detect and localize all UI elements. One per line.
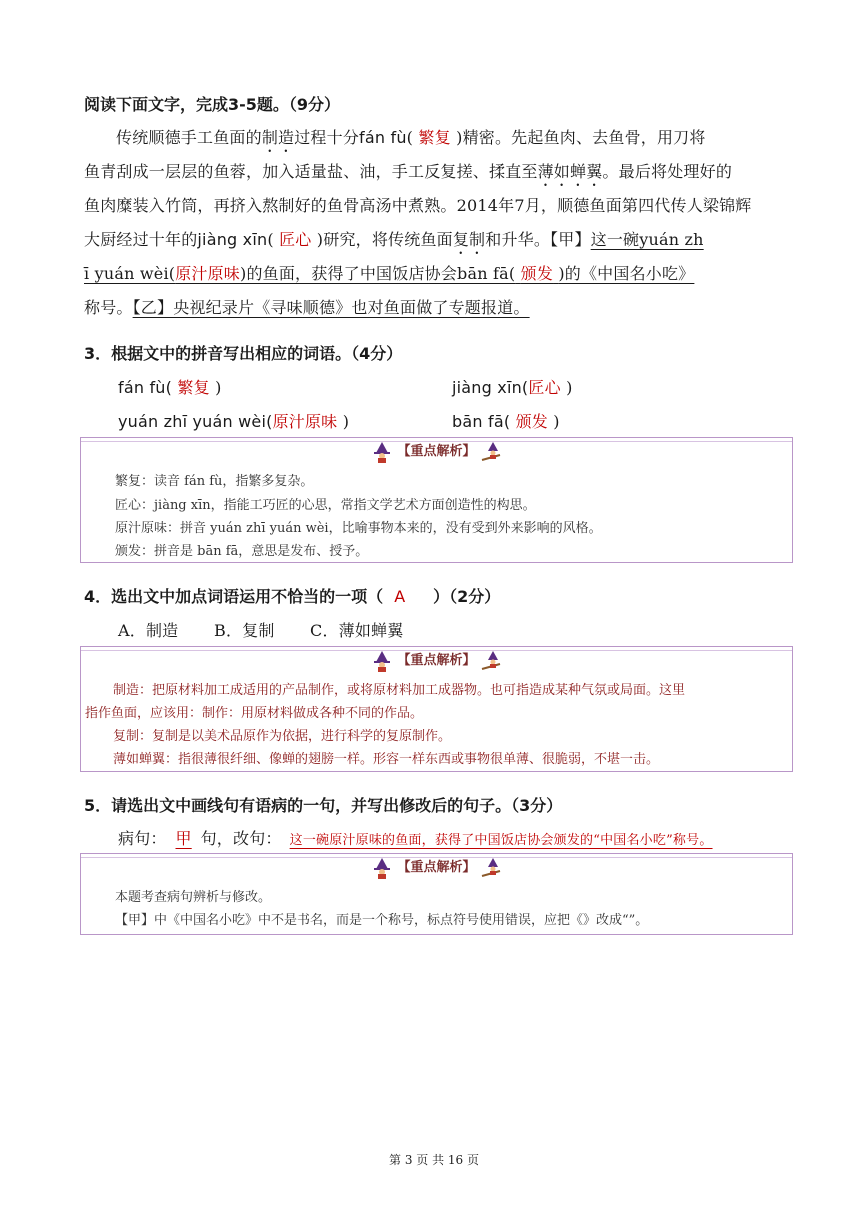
q4-analysis-line: 制造：把原材料加工成适用的产品制作，或将原材料加工成器物。也可指造成某种气氛或局面。这里 — [113, 683, 686, 698]
witch-icon — [371, 857, 393, 879]
underlined-sentence-jia — [84, 264, 694, 283]
passage-text: 称号。 — [84, 298, 133, 317]
passage-text: 过程十分 — [294, 128, 360, 147]
pinyin-fanfu: fán fù — [359, 128, 407, 147]
passage-text: 大厨经过十年的 — [84, 230, 198, 249]
q3-analysis-box — [80, 437, 793, 563]
q3-answer: 繁复 — [177, 378, 210, 397]
paren: ) — [215, 378, 222, 397]
q4-option-c: C．薄如蝉翼 — [310, 621, 404, 640]
dotted-word-fuzhi: 复制 — [452, 230, 486, 249]
q3-item-1 — [118, 375, 222, 398]
q3-analysis-line: 原汁原味：拼音 yuán zhī yuán wèi，比喻事物本来的，没有受到外来影响的风格。 — [115, 521, 602, 536]
reading-heading: 阅读下面文字，完成3-5题。（9分） — [84, 95, 341, 114]
q3-answer: 颁发 — [515, 412, 548, 431]
q5-label: 句，改句： — [200, 829, 282, 848]
q5-analysis-box — [80, 853, 793, 935]
paren: ) — [566, 378, 573, 397]
q5-analysis-line: 本题考查病句辨析与修改。 — [115, 890, 272, 905]
q3-item-3 — [118, 409, 349, 432]
question-3-heading: 3．根据文中的拼音写出相应的词语。（4分） — [84, 344, 403, 363]
q4-heading-text: 4．选出文中加点词语运用不恰当的一项（ — [84, 587, 384, 606]
q3-analysis-line: 匠心：jiàng xīn，指能工巧匠的心思，常指文学艺术方面创造性的构思。 — [115, 498, 536, 513]
q4-analysis-line: 薄如蝉翼：指很薄很纤细、像蝉的翅膀一样。形容一样东西或事物很单薄、很脆弱，不堪一击。 — [113, 752, 660, 767]
q4-analysis-box — [80, 646, 793, 772]
witch-icon — [480, 441, 502, 463]
q3-pinyin: jiàng xīn( — [452, 378, 529, 397]
paren: ) — [342, 412, 350, 431]
passage-line-3: 鱼肉糜装入竹筒，再挤入熬制好的鱼骨高汤中煮熟。2014年7月，顺德鱼面第四代传人梁锦辉 — [84, 196, 752, 215]
q3-pinyin: bān fā( — [452, 412, 511, 431]
passage-line-5 — [84, 261, 694, 284]
analysis-title-text: 【重点解析】 — [397, 860, 476, 875]
q3-pinyin: fán fù( — [118, 378, 173, 397]
q5-sentence-id: 甲 — [175, 829, 192, 848]
question-4-heading — [84, 584, 500, 607]
witch-icon — [480, 857, 502, 879]
answer-fanfu: 繁复 — [418, 128, 451, 147]
q4-option-b: B．复制 — [214, 621, 275, 640]
passage-text: 传统顺德手工鱼面的 — [116, 128, 262, 147]
passage-text: ī yuán wèi( — [84, 264, 176, 283]
q4-analysis-line: 复制：复制是以美术品原作为依据，进行科学的复原制作。 — [113, 729, 452, 744]
passage-text: )研究，将传统鱼面 — [316, 230, 453, 249]
q3-analysis-line: 繁复：读音 fán fù，指繁多复杂。 — [115, 474, 314, 489]
passage-line-4 — [84, 227, 704, 258]
pinyin-jiangxin: jiàng xīn — [197, 230, 268, 249]
dotted-word-bao-ru-chan-yi: 薄如蝉翼 — [537, 162, 603, 181]
analysis-title-text: 【重点解析】 — [397, 444, 476, 459]
paren: ( — [267, 230, 274, 249]
witch-icon — [371, 650, 393, 672]
q3-analysis-line: 颁发：拼音是 bān fā，意思是发布、授予。 — [115, 544, 369, 559]
q3-answer: 原汁原味 — [272, 412, 338, 431]
analysis-title-text: 【重点解析】 — [397, 653, 476, 668]
q5-analysis-header — [81, 856, 792, 879]
passage-text: 。最后将处理好的 — [602, 162, 733, 181]
q5-corrected-sentence: 这一碗原汁原味的鱼面，获得了中国饭店协会颁发的“中国名小吃”称号。 — [289, 833, 713, 848]
passage-text: )精密。先起鱼肉、去鱼骨，用刀将 — [456, 128, 706, 147]
paren: ( — [406, 128, 414, 147]
question-5-heading: 5．请选出文中画线句有语病的一句，并写出修改后的句子。（3分） — [84, 796, 563, 815]
passage-text: 鱼青刮成一层层的鱼蓉，加入适量盐、油，手工反复搓、揉直至 — [84, 162, 538, 181]
paren: ) — [553, 412, 560, 431]
answer-banfa: 颁发 — [520, 264, 554, 283]
q3-analysis-header — [81, 440, 792, 463]
q4-analysis-line: 指作鱼面，应该用：制作：用原材料做成各种不同的作品。 — [85, 706, 424, 721]
q5-label: 病句： — [118, 829, 167, 848]
q5-answer-line — [118, 826, 713, 849]
page-footer: 第 3 页 共 16 页 — [389, 1153, 479, 1167]
dotted-word-zhizao: 制造 — [261, 128, 295, 147]
q3-pinyin: yuán zhī yuán wèi( — [118, 412, 273, 431]
q3-item-2 — [452, 375, 573, 398]
q5-analysis-line: 【甲】中《中国名小吃》中不是书名，而是一个称号，标点符号使用错误，应把《》改成“”。 — [115, 913, 649, 928]
underlined-sentence-yi: 【乙】央视纪录片《寻味顺德》也对鱼面做了专题报道。 — [132, 298, 530, 317]
passage-text: )的《中国名小吃》 — [558, 264, 695, 283]
answer-yuanzhiyuanwei: 原汁原味 — [175, 264, 241, 283]
passage-text: )的鱼面，获得了中国饭店协会bān fā( — [240, 264, 516, 283]
passage-line-2 — [84, 159, 732, 190]
passage-text: 和升华。【甲】 — [485, 230, 591, 249]
q4-option-a: A．制造 — [118, 621, 179, 640]
passage-line-1 — [116, 125, 706, 156]
q4-answer: A — [394, 587, 406, 606]
q3-item-4 — [452, 409, 560, 432]
passage-line-6 — [84, 295, 530, 318]
q4-heading-text: ）（2分） — [433, 587, 501, 606]
q3-answer: 匠心 — [528, 378, 561, 397]
answer-jiangxin: 匠心 — [279, 230, 312, 249]
witch-icon — [371, 441, 393, 463]
witch-icon — [480, 650, 502, 672]
q4-analysis-header — [81, 649, 792, 672]
underlined-sentence-jia-start: 这一碗yuán zh — [590, 230, 704, 249]
